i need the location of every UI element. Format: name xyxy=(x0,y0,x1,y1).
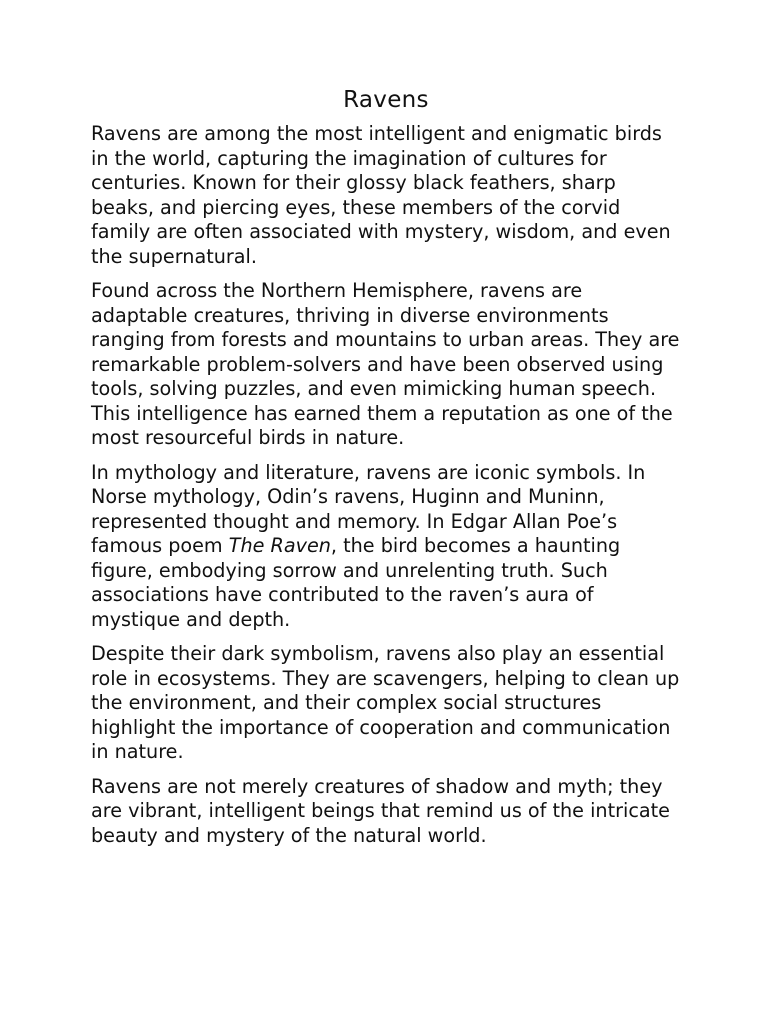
paragraph-conclusion xyxy=(91,775,681,849)
document-title: Ravens xyxy=(343,87,429,113)
paragraph-mythology xyxy=(91,461,681,633)
paragraph-conclusion-text: Ravens are not merely creatures of shadow and myth; they are vibrant, intelligent beings that remind us of the intricate beauty and mystery of the natural world. xyxy=(91,774,670,847)
paragraph-ecosystem xyxy=(91,642,681,765)
paragraph-mythology-text-after: , the bird becomes a haunting figure, embodying sorrow and unrelenting truth. Such associations have contributed to the raven’s aura of mystique and depth. xyxy=(91,534,621,631)
document-page xyxy=(91,84,681,858)
paragraph-intro xyxy=(91,122,681,269)
paragraph-intro-text: Ravens are among the most intelligent and enigmatic birds in the world, capturing the imagination of cultures for centuries. Known for their glossy black feathers, sharp beaks, and piercing eyes, these members of the corvid family are often associated with mystery, wisdom, and even the supernatural. xyxy=(91,122,671,268)
paragraph-ecosystem-text: Despite their dark symbolism, ravens also play an essential role in ecosystems. They are scavengers, helping to clean up the environment, and their complex social structures highlight the importance of cooperation and communication in nature. xyxy=(91,642,680,763)
poem-title: The Raven xyxy=(228,534,331,557)
paragraph-habitat xyxy=(91,279,681,451)
paragraph-mythology-text-before: In mythology and literature, ravens are iconic symbols. In Norse mythology, Odin’s ravens, Huginn and Muninn, represented thought and memory. In Edgar Allan Poe’s famous poem xyxy=(91,460,646,557)
paragraph-habitat-text: Found across the Northern Hemisphere, ravens are adaptable creatures, thriving in diverse environments ranging from forests and mountains to urban areas. They are remarkable problem-solvers and have been observed using tools, solving puzzles, and even mimicking human speech. This intelligence has earned them a reputation as one of the most resourceful birds in nature. xyxy=(91,279,680,449)
